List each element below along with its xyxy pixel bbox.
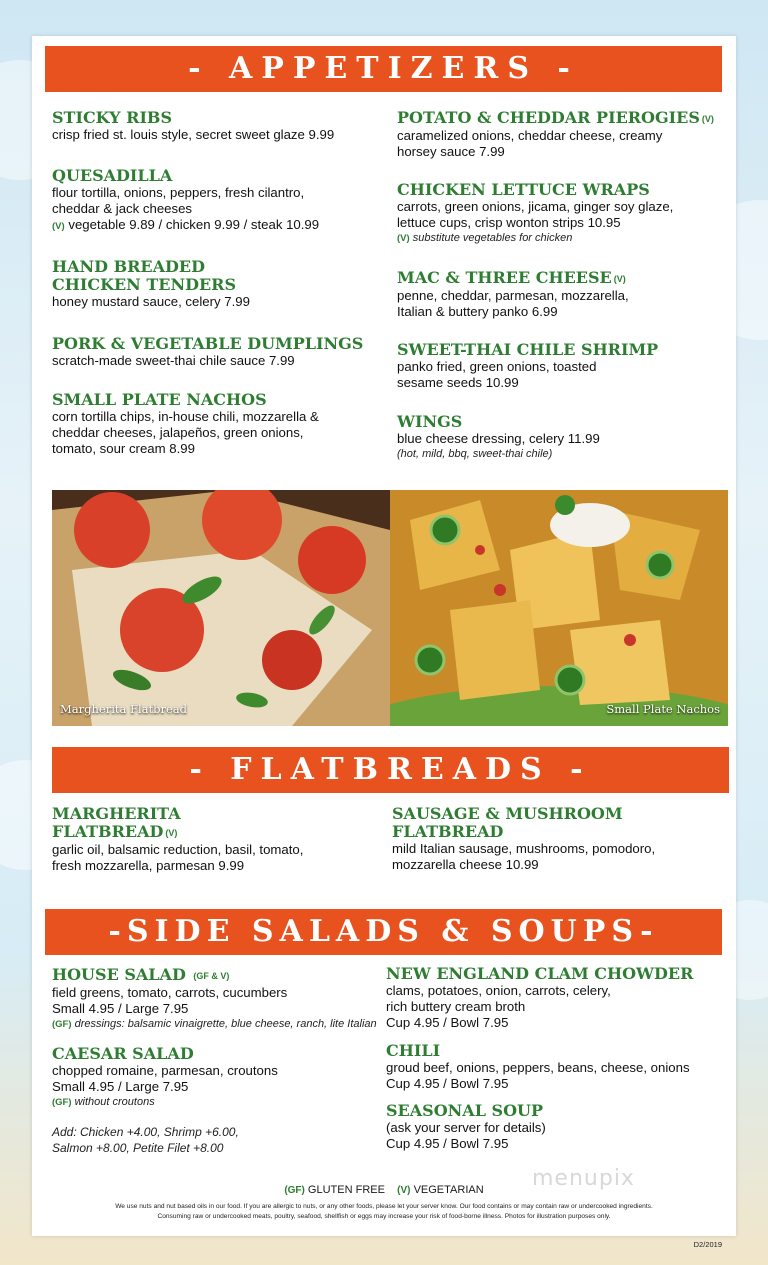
item-note: (GF) dressings: balsamic vinaigrette, blue cheese, ranch, lite Italian: [52, 1017, 377, 1030]
item-name: CAESAR SALAD: [52, 1044, 194, 1063]
gf-label: GLUTEN FREE: [307, 1184, 385, 1196]
menu-item-seasonal-soup: [386, 1102, 716, 1152]
disclaimer: [32, 1202, 736, 1222]
item-price: Cup 4.95 / Bowl 7.95: [386, 1136, 509, 1151]
item-desc: panko fried, green onions, toasted sesame seeds 10.99: [397, 359, 597, 390]
item-name: STICKY RIBS: [52, 108, 173, 127]
gf-tag: (GF): [52, 1018, 72, 1030]
disclaimer-line1: We use nuts and nut based oils in our food. If you are allergic to nuts, or any other foods, please let your server know. Our food contains or may contain raw or undercooked ingredients.: [115, 1203, 653, 1210]
menu-item-clam-chowder: [386, 965, 716, 1031]
version-code: D2/2019: [693, 1240, 722, 1249]
item-desc: mild Italian sausage, mushrooms, pomodoro, mozzarella cheese 10.99: [392, 841, 656, 872]
veg-tag: (V): [52, 221, 65, 232]
item-name-line1: MARGHERITA: [52, 804, 181, 823]
menu-item-pierogies: [397, 109, 727, 160]
item-price: Small 4.95 / Large 7.95: [52, 1000, 189, 1016]
item-name-line2: FLATBREAD: [392, 822, 504, 841]
menu-item-lettuce-wraps: [397, 181, 727, 246]
addons-line2: Salmon +8.00, Petite Filet +8.00: [52, 1141, 224, 1155]
menu-item-chicken-tenders: [52, 258, 382, 310]
menu-item-chili: [386, 1042, 716, 1092]
item-name: SMALL PLATE NACHOS: [52, 390, 267, 409]
photo-caption: Small Plate Nachos: [606, 702, 720, 716]
watermark: menupix: [532, 1166, 635, 1191]
item-name: PORK & VEGETABLE DUMPLINGS: [52, 334, 364, 353]
item-name-line1: HAND BREADED: [52, 257, 205, 276]
item-price: Small 4.95 / Large 7.95: [52, 1079, 189, 1094]
item-desc: field greens, tomato, carrots, cucumbers: [52, 984, 288, 1000]
veg-tag: (V): [397, 1185, 411, 1196]
item-name: MAC & THREE CHEESE (V): [397, 268, 626, 287]
item-desc: garlic oil, balsamic reduction, basil, tomato, fresh mozzarella, parmesan 9.99: [52, 841, 304, 873]
flatbreads-banner: - FLATBREADS -: [52, 747, 729, 793]
item-desc: penne, cheddar, parmesan, mozzarella, Italian & buttery panko 6.99: [397, 287, 629, 319]
veg-tag: (V): [397, 233, 410, 244]
small-plate-nachos-photo: [390, 490, 728, 726]
item-name: HOUSE SALAD (GF & V): [52, 965, 230, 984]
salads-soups-banner: -SIDE SALADS & SOUPS-: [45, 909, 722, 955]
gf-veg-tag: (GF & V): [193, 970, 230, 981]
item-name: QUESADILLA: [52, 166, 173, 185]
item-name: CHICKEN LETTUCE WRAPS: [397, 180, 650, 199]
item-desc: chopped romaine, parmesan, croutons: [52, 1063, 278, 1078]
item-note: (hot, mild, bbq, sweet-thai chile): [397, 448, 553, 460]
menu-item-caesar-salad: [52, 1045, 382, 1110]
menu-item-margherita-flatbread: [52, 805, 382, 874]
menu-item-house-salad: [52, 966, 382, 1032]
item-price: Cup 4.95 / Bowl 7.95: [386, 1015, 509, 1030]
item-desc: scratch-made sweet-thai chile sauce 7.99: [52, 353, 295, 368]
item-desc: blue cheese dressing, celery 11.99: [397, 431, 600, 446]
item-name: CHILI: [386, 1041, 441, 1060]
item-desc: honey mustard sauce, celery 7.99: [52, 294, 250, 309]
item-desc: groud beef, onions, peppers, beans, cheese, onions: [386, 1060, 690, 1075]
item-desc: (ask your server for details): [386, 1120, 546, 1135]
item-name: NEW ENGLAND CLAM CHOWDER: [386, 964, 694, 983]
item-name-line1: SAUSAGE & MUSHROOM: [392, 804, 623, 823]
dietary-legend: [32, 1184, 736, 1196]
menu-item-wings: [397, 413, 727, 461]
item-desc: clams, potatoes, onion, carrots, celery, rich buttery cream broth: [386, 983, 611, 1014]
nachos-illustration: [390, 490, 728, 726]
menu-item-sausage-flatbread: [392, 805, 722, 873]
menu-item-quesadilla: [52, 167, 382, 235]
veg-tag: (V): [165, 827, 178, 838]
photo-caption: Margherita Flatbread: [60, 702, 188, 716]
item-variant: (V) vegetable 9.89 / chicken 9.99 / steak 10.99: [52, 217, 320, 232]
item-name: SEASONAL SOUP: [386, 1101, 543, 1120]
menu-item-mac-cheese: [397, 269, 727, 320]
veg-tag: (V): [701, 113, 714, 124]
margherita-flatbread-photo: [52, 490, 390, 726]
item-desc: caramelized onions, cheddar cheese, creamy horsey sauce 7.99: [397, 127, 663, 159]
veg-tag: (V): [613, 273, 626, 284]
item-name-line2: CHICKEN TENDERS: [52, 275, 237, 294]
item-name-line2: FLATBREAD (V): [52, 822, 178, 841]
menu-item-nachos: [52, 391, 382, 457]
item-desc: carrots, green onions, jicama, ginger soy glaze, lettuce cups, crisp wonton strips 10.95: [397, 199, 674, 230]
item-price: Cup 4.95 / Bowl 7.95: [386, 1076, 509, 1091]
menu-item-dumplings: [52, 335, 382, 369]
item-name: SWEET-THAI CHILE SHRIMP: [397, 340, 659, 359]
menu-item-sticky-ribs: [52, 109, 382, 143]
appetizers-banner: - APPETIZERS -: [45, 46, 722, 92]
salad-addons: [52, 1124, 382, 1156]
addons-line1: Add: Chicken +4.00, Shrimp +6.00,: [52, 1125, 239, 1139]
item-desc: corn tortilla chips, in-house chili, mozzarella & cheddar cheeses, jalapeños, green onions, tomato, sour cream 8.99: [52, 409, 319, 456]
item-desc: flour tortilla, onions, peppers, fresh cilantro, cheddar & jack cheeses: [52, 185, 305, 216]
item-name: WINGS: [397, 412, 463, 431]
menu-page: [32, 36, 736, 1249]
item-note: (V) substitute vegetables for chicken: [397, 232, 573, 244]
item-name: POTATO & CHEDDAR PIEROGIES (V): [397, 108, 714, 127]
gf-tag: (GF): [284, 1185, 305, 1196]
flatbread-illustration: [52, 490, 390, 726]
item-desc: crisp fried st. louis style, secret sweet glaze 9.99: [52, 127, 335, 142]
gf-tag: (GF): [52, 1097, 72, 1108]
disclaimer-line2: Consuming raw or undercooked meats, poultry, seafood, shellfish or eggs may increase your risk of food-borne illness. Photos for illustration purposes only.: [157, 1213, 611, 1220]
item-note: (GF) without croutons: [52, 1096, 155, 1108]
menu-item-thai-shrimp: [397, 341, 727, 391]
veg-label: VEGETARIAN: [413, 1184, 484, 1196]
